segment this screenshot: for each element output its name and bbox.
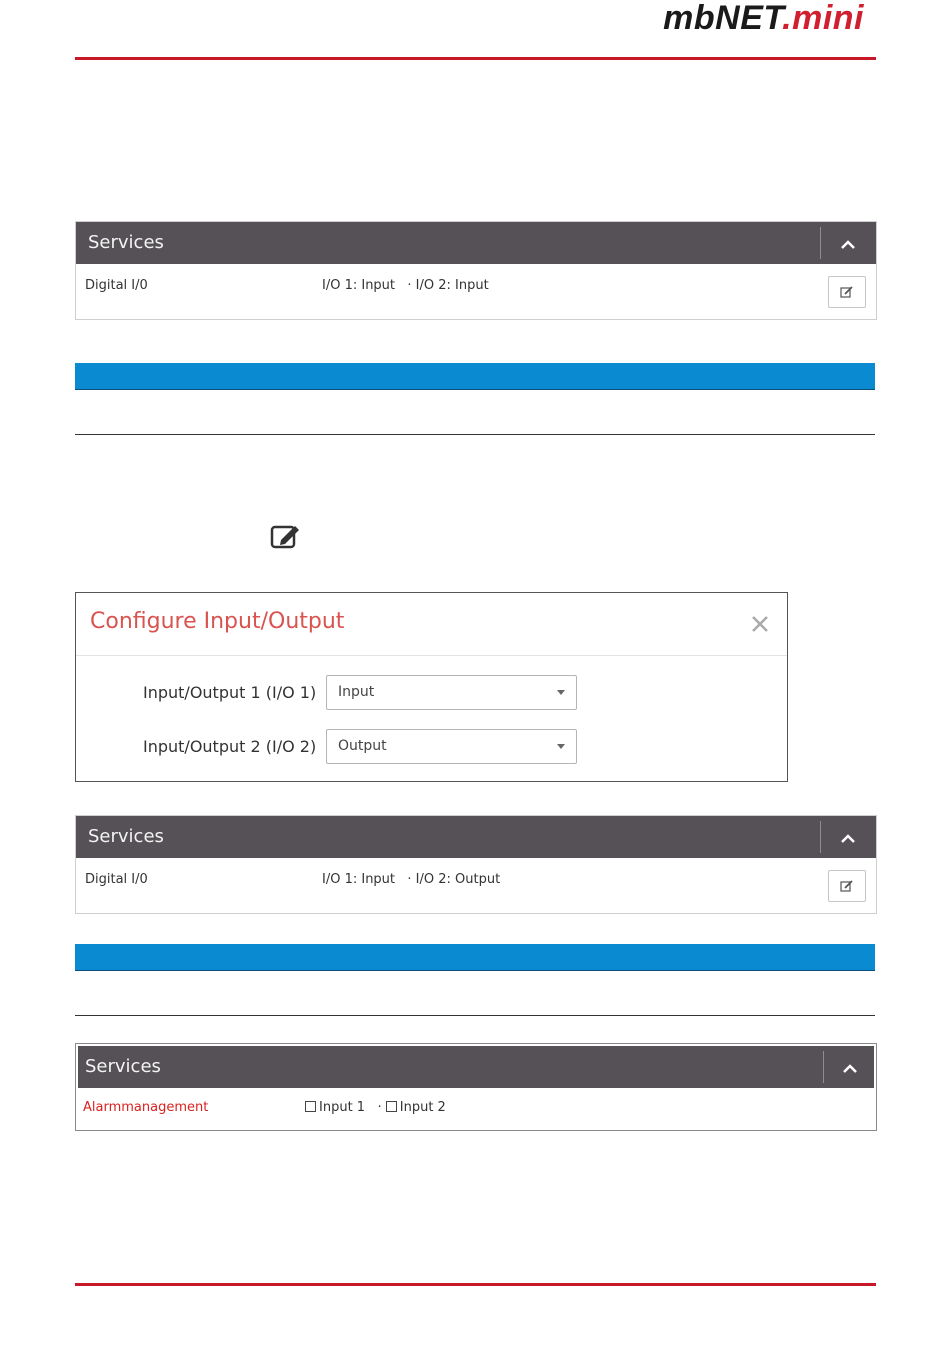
services-panel-header (78, 1046, 874, 1088)
services-panel-after (75, 815, 877, 914)
services-panel-header (76, 816, 876, 858)
services-panel-alarm (75, 1043, 877, 1131)
services-panel-title: Services (88, 826, 164, 847)
table-bottom-rule (75, 434, 875, 435)
header-divider (820, 821, 821, 853)
chevron-up-icon[interactable] (838, 828, 858, 848)
alarm-row (76, 1088, 876, 1128)
chevron-up-icon[interactable] (838, 234, 858, 254)
input1-checkbox[interactable] (305, 1101, 316, 1112)
configure-io-dialog (75, 592, 788, 782)
chevron-down-icon (557, 744, 565, 749)
edit-button[interactable] (828, 276, 866, 308)
close-icon[interactable] (749, 613, 771, 635)
footer-rule (75, 1283, 876, 1286)
header-rule (75, 57, 876, 60)
services-panel-before (75, 221, 877, 320)
input1-label: Input 1 (319, 1100, 366, 1115)
services-panel-title: Services (85, 1056, 161, 1077)
io2-select-value: Output (338, 738, 387, 754)
header-divider (823, 1051, 824, 1083)
digital-io-value: I/O 1: Input · I/O 2: Input (322, 278, 489, 293)
alarm-inputs (305, 1100, 446, 1115)
logo-text-dot: . (782, 0, 793, 37)
digital-io-row (76, 858, 876, 912)
io1-label: Input/Output 1 (I/O 1) (143, 683, 317, 702)
table-bottom-rule (75, 1015, 875, 1016)
edit-icon (840, 880, 854, 892)
logo-text-main: mbNET (663, 0, 783, 37)
dialog-divider (76, 655, 787, 656)
edit-button[interactable] (828, 870, 866, 902)
alarmmanagement-label[interactable]: Alarmmanagement (83, 1100, 209, 1115)
io2-select[interactable] (326, 729, 577, 764)
dialog-title: Configure Input/Output (90, 609, 345, 634)
chevron-up-icon[interactable] (840, 1058, 860, 1078)
services-panel-title: Services (88, 232, 164, 253)
io2-label: Input/Output 2 (I/O 2) (143, 737, 317, 756)
digital-io-row (76, 264, 876, 318)
header-divider (820, 227, 821, 259)
io1-select-value: Input (338, 684, 375, 700)
services-panel-header (76, 222, 876, 264)
digital-io-label: Digital I/0 (85, 872, 148, 887)
logo-text-mini: mini (792, 0, 864, 37)
digital-io-value: I/O 1: Input · I/O 2: Output (322, 872, 501, 887)
edit-icon (840, 286, 854, 298)
chevron-down-icon (557, 690, 565, 695)
brand-logo (663, 0, 864, 36)
input2-label: Input 2 (399, 1100, 446, 1115)
table-header-bar (75, 944, 875, 971)
io1-select[interactable] (326, 675, 577, 710)
input-separator: · (377, 1100, 382, 1115)
edit-icon (270, 523, 304, 551)
input2-checkbox[interactable] (386, 1101, 397, 1112)
table-header-bar (75, 363, 875, 390)
digital-io-label: Digital I/0 (85, 278, 148, 293)
